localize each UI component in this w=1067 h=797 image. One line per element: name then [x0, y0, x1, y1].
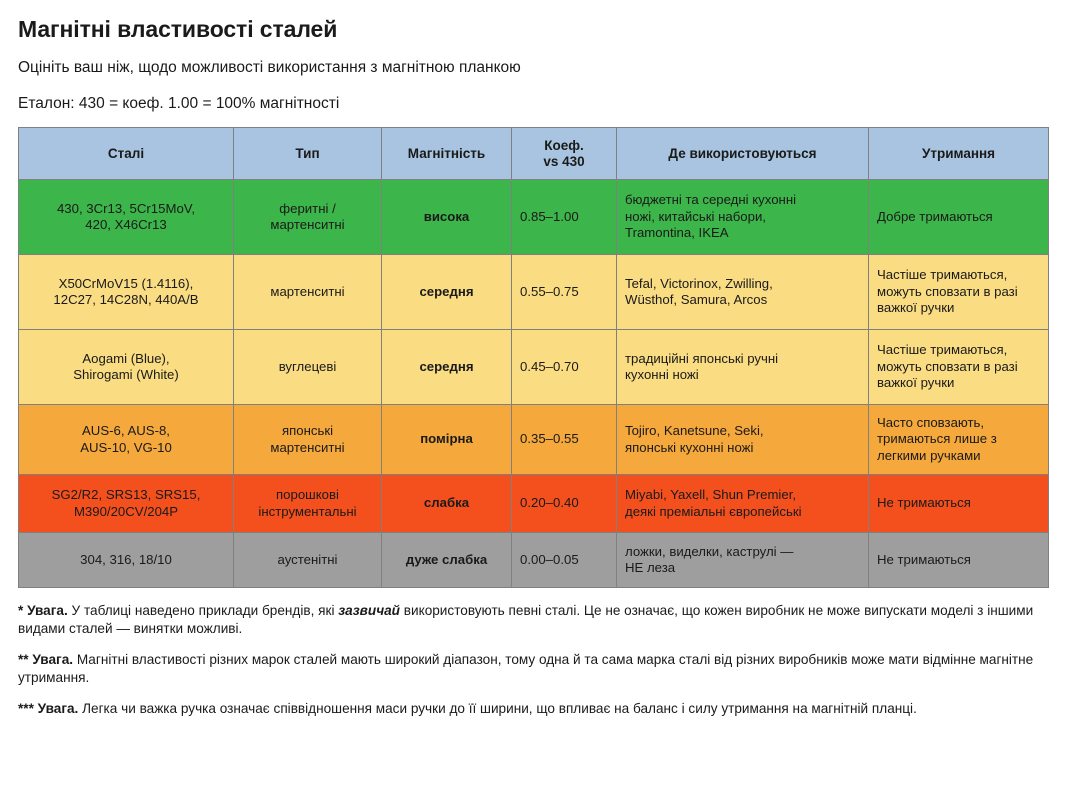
steels-line2: AUS-10, VG-10	[80, 439, 172, 455]
holding-line1: Добре тримаються	[877, 208, 993, 224]
usage-line1: традиційні японські ручні	[625, 350, 779, 366]
table-row	[19, 330, 1049, 405]
cell-type	[234, 405, 382, 475]
magnetic-properties-table	[18, 127, 1049, 588]
steels-line1: 304, 316, 18/10	[80, 551, 172, 567]
page-title: Магнітні властивості сталей	[18, 16, 338, 42]
type-line1: мартенситні	[270, 283, 345, 299]
cell-magnetism: помірна	[382, 405, 512, 475]
cell-type	[234, 330, 382, 405]
column-header-usage: Де використовуються	[617, 128, 869, 180]
cell-type	[234, 533, 382, 588]
cell-steels	[19, 533, 234, 588]
table-row	[19, 180, 1049, 255]
cell-magnetism: середня	[382, 255, 512, 330]
usage-line1: ложки, виделки, каструлі —	[625, 543, 794, 559]
note-text: Легка чи важка ручка означає співвідношення маси ручки до її ширини, що впливає на баланс і силу утримання на магнітній планці.	[78, 700, 917, 716]
usage-line3: Tramontina, IKEA	[625, 225, 729, 241]
cell-usage	[617, 475, 869, 533]
cell-magnetism: слабка	[382, 475, 512, 533]
type-line2: мартенситні	[270, 439, 345, 455]
usage-line2: НЕ леза	[625, 560, 676, 575]
usage-line1: Tojiro, Kanetsune, Seki,	[625, 423, 764, 438]
cell-type	[234, 475, 382, 533]
note-handle	[18, 700, 1048, 718]
cell-steels	[19, 475, 234, 533]
cell-coefficient: 0.35–0.55	[512, 405, 617, 475]
usage-line1: Miyabi, Yaxell, Shun Premier,	[625, 487, 797, 502]
cell-coefficient: 0.00–0.05	[512, 533, 617, 588]
type-line2: інструментальні	[258, 503, 357, 519]
steels-line1: Aogami (Blue),	[82, 350, 170, 366]
note-emphasis: зазвичай	[338, 603, 400, 618]
column-header-steels: Сталі	[19, 128, 234, 180]
usage-line2: деякі преміальні європейські	[625, 503, 802, 519]
type-line1: феритні /	[279, 200, 336, 216]
holding-line2: тримаються лише з	[877, 431, 997, 447]
usage-line2: кухонні ножі	[625, 367, 699, 382]
cell-magnetism: дуже слабка	[382, 533, 512, 588]
steels-line2: Shirogami (White)	[73, 367, 179, 382]
column-header-holding: Утримання	[869, 128, 1049, 180]
cell-usage	[617, 180, 869, 255]
table-header	[19, 128, 1049, 180]
usage-line1: бюджетні та середні кухонні	[625, 192, 797, 208]
holding-line3: важкої ручки	[877, 300, 955, 316]
page-subtitle: Оцініть ваш ніж, щодо можливості використання з магнітною планкою	[18, 59, 521, 76]
cell-holding	[869, 180, 1049, 255]
cell-holding	[869, 255, 1049, 330]
cell-holding	[869, 533, 1049, 588]
steels-line1: 430, 3Cr13, 5Cr15MoV,	[56, 200, 196, 216]
cell-holding	[869, 475, 1049, 533]
table-body	[19, 180, 1049, 588]
table-header-row	[19, 128, 1049, 180]
steels-line1: AUS-6, AUS-8,	[82, 423, 170, 438]
cell-magnetism: висока	[382, 180, 512, 255]
reference-line: Еталон: 430 = коеф. 1.00 = 100% магнітності	[18, 95, 340, 112]
note-brands	[18, 602, 1048, 638]
cell-coefficient: 0.55–0.75	[512, 255, 617, 330]
holding-line2: можуть сповзати в разі	[877, 283, 1018, 299]
steels-line2: M390/20CV/204P	[73, 503, 179, 519]
note-range	[18, 651, 1048, 687]
column-header-type: Тип	[234, 128, 382, 180]
notes-section	[18, 602, 1048, 718]
note-marker: *** Увага.	[18, 700, 79, 716]
holding-line1: Не тримаються	[877, 551, 971, 567]
note-marker: * Увага.	[18, 603, 68, 618]
cell-usage	[617, 405, 869, 475]
type-line1: японські	[281, 423, 334, 438]
steels-line1: SG2/R2, SRS13, SRS15,	[51, 487, 201, 502]
cell-holding	[869, 405, 1049, 475]
cell-coefficient: 0.20–0.40	[512, 475, 617, 533]
type-line2: мартенситні	[270, 217, 345, 232]
column-header-magnetism: Магнітність	[382, 128, 512, 180]
cell-steels	[19, 255, 234, 330]
cell-steels	[19, 330, 234, 405]
cell-steels	[19, 180, 234, 255]
coefficient-header-line2: vs 430	[543, 153, 585, 169]
holding-line3: важкої ручки	[877, 375, 955, 391]
usage-line1: Tefal, Victorinox, Zwilling,	[625, 275, 773, 291]
table-row	[19, 533, 1049, 588]
type-line1: порошкові	[276, 487, 339, 502]
holding-line2: можуть сповзати в разі	[877, 358, 1018, 374]
holding-line1: Частіше тримаються,	[877, 267, 1008, 283]
usage-line2: японські кухонні ножі	[625, 439, 754, 455]
cell-usage	[617, 533, 869, 588]
note-text-part1: У таблиці наведено приклади брендів, які	[67, 603, 339, 618]
note-text: Магнітні властивості різних марок сталей мають широкий діапазон, тому одна й та сама марка сталі від різних виробників може мати відмінне магнітне утримання.	[18, 651, 1034, 685]
holding-line3: легкими ручками	[877, 447, 981, 463]
steels-line2: 12C27, 14C28N, 440A/B	[53, 292, 199, 307]
steels-line2: 420, X46Cr13	[85, 217, 167, 232]
cell-coefficient: 0.85–1.00	[512, 180, 617, 255]
cell-usage	[617, 255, 869, 330]
note-text-part2: використовують певні сталі. Це не означає, що кожен виробник не може випускати моделі з іншими видами сталей — винятки можливі.	[18, 603, 1034, 636]
cell-usage	[617, 330, 869, 405]
usage-line2: ножі, китайські набори,	[625, 208, 766, 224]
note-marker: ** Увага.	[18, 651, 74, 667]
cell-steels	[19, 405, 234, 475]
cell-magnetism: середня	[382, 330, 512, 405]
holding-line1: Не тримаються	[877, 495, 971, 511]
cell-holding	[869, 330, 1049, 405]
usage-line2: Wüsthof, Samura, Arcos	[625, 292, 768, 307]
table-row	[19, 475, 1049, 533]
holding-line1: Часто сповзають,	[877, 414, 985, 430]
holding-line1: Частіше тримаються,	[877, 342, 1008, 358]
cell-type	[234, 180, 382, 255]
cell-coefficient: 0.45–0.70	[512, 330, 617, 405]
cell-type	[234, 255, 382, 330]
coefficient-header-line1: Коеф.	[544, 137, 584, 153]
table-row	[19, 255, 1049, 330]
column-header-coefficient	[512, 128, 617, 180]
type-line1: вуглецеві	[278, 358, 337, 374]
type-line1: аустенітні	[277, 551, 338, 567]
steels-line1: X50CrMoV15 (1.4116),	[58, 275, 194, 291]
table-row	[19, 405, 1049, 475]
